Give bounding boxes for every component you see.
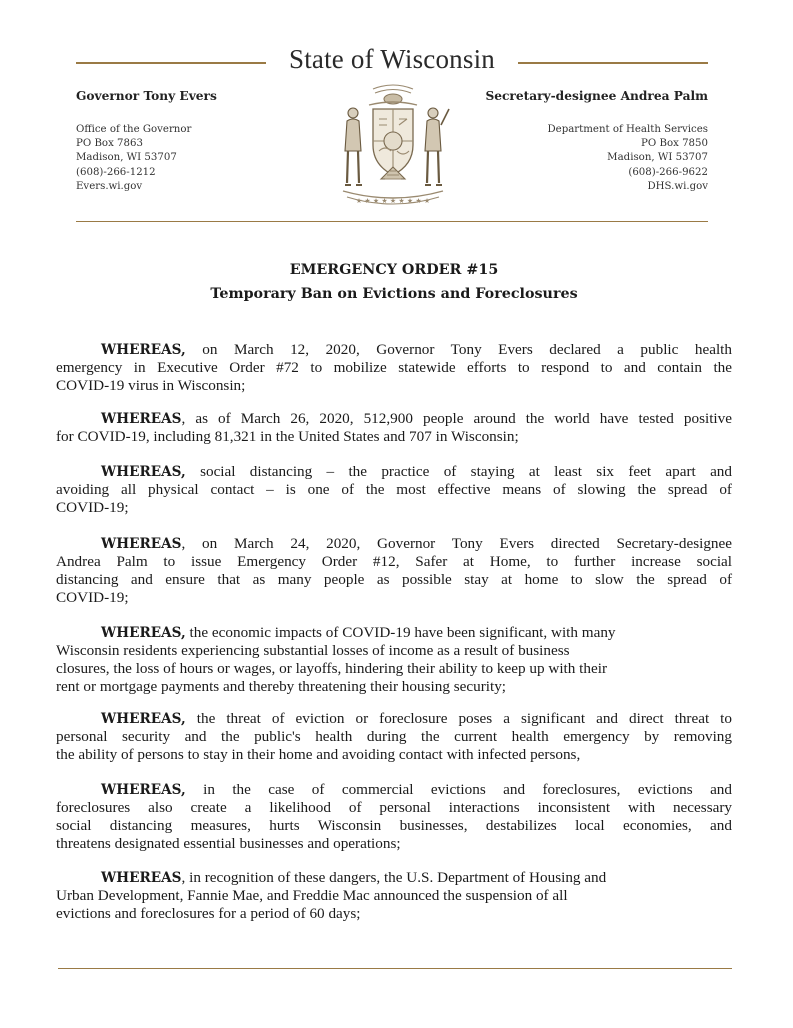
governor-office: Office of the Governor <box>76 124 192 135</box>
whereas-paragraph-2 <box>56 410 732 446</box>
whereas-lead: WHEREAS, <box>101 625 186 641</box>
dhs-department: Department of Health Services <box>547 124 708 135</box>
governor-phone: (608)-266-1212 <box>76 166 156 178</box>
paragraph-line: threatens designated essential businesses and operations; <box>56 835 401 852</box>
paragraph-line: , in recognition of these dangers, the U.S. Department of Housing and <box>181 869 607 886</box>
paragraph-line: distancing and ensure that as many people as possible stay at home to slow the spread of <box>56 571 732 588</box>
governor-name: Governor Tony Evers <box>76 89 217 103</box>
whereas-lead: WHEREAS, <box>101 342 186 358</box>
paragraph-line: closures, the loss of hours or wages, or layoffs, hindering their ability to keep up with their <box>56 660 607 677</box>
secretary-contact-block <box>448 89 708 194</box>
secretary-name: Secretary-designee Andrea Palm <box>485 89 708 103</box>
whereas-paragraph-4 <box>56 535 732 607</box>
paragraph-line: Urban Development, Fannie Mae, and Freddie Mac announced the suspension of all <box>56 887 568 904</box>
paragraph-line: social distancing measures, hurts Wisconsin businesses, destabilizes local economies, and <box>56 817 732 834</box>
governor-contact-block <box>76 89 306 194</box>
whereas-lead: WHEREAS <box>101 870 182 886</box>
wisconsin-state-seal-icon <box>329 79 457 211</box>
paragraph-line: foreclosures also create a likelihood of personal interactions inconsistent with necessary <box>56 799 732 816</box>
header-divider <box>76 221 708 222</box>
paragraph-line: on March 12, 2020, Governor Tony Evers declared a public health <box>185 341 732 358</box>
whereas-paragraph-8 <box>56 869 732 923</box>
paragraph-line: the ability of persons to stay in their home and avoiding contact with infected persons, <box>56 746 581 763</box>
paragraph-line: emergency in Executive Order #72 to mobilize statewide efforts to respond to and contain the <box>56 359 732 376</box>
governor-city: Madison, WI 53707 <box>76 152 177 164</box>
paragraph-line: avoiding all physical contact – is one of the most effective means of slowing the spread of <box>56 481 732 498</box>
whereas-paragraph-5 <box>56 624 732 696</box>
paragraph-line: rent or mortgage payments and thereby threatening their housing security; <box>56 678 507 695</box>
whereas-paragraph-3 <box>56 463 732 517</box>
governor-po-box: PO Box 7863 <box>76 138 143 150</box>
whereas-lead: WHEREAS, <box>101 711 186 727</box>
dhs-city: Madison, WI 53707 <box>607 152 708 164</box>
whereas-paragraph-1 <box>56 341 732 395</box>
paragraph-line: COVID-19; <box>56 589 129 606</box>
paragraph-line: Wisconsin residents experiencing substantial losses of income as a result of business <box>56 642 570 659</box>
whereas-paragraph-7 <box>56 781 732 853</box>
paragraph-line: evictions and foreclosures for a period of 60 days; <box>56 905 361 922</box>
order-subtitle-heading: Temporary Ban on Evictions and Foreclosures <box>210 286 578 302</box>
paragraph-line: Andrea Palm to issue Emergency Order #12, Safer at Home, to further increase social <box>56 553 732 570</box>
whereas-lead: WHEREAS <box>101 536 182 552</box>
paragraph-line: the threat of eviction or foreclosure poses a significant and direct threat to <box>185 710 732 727</box>
letterhead-title-row <box>76 44 708 78</box>
paragraph-line: COVID-19 virus in Wisconsin; <box>56 377 246 394</box>
whereas-lead: WHEREAS <box>101 411 182 427</box>
paragraph-line: social distancing – the practice of staying at least six feet apart and <box>185 463 732 480</box>
paragraph-line: COVID-19; <box>56 499 129 516</box>
paragraph-line: , as of March 26, 2020, 512,900 people around the world have tested positive <box>181 410 732 427</box>
dhs-po-box: PO Box 7850 <box>641 138 708 150</box>
paragraph-line: for COVID-19, including 81,321 in the United States and 707 in Wisconsin; <box>56 428 519 445</box>
paragraph-line: personal security and the public's health during the current health emergency by removing <box>56 728 732 745</box>
state-title: State of Wisconsin <box>76 44 708 75</box>
dhs-website: DHS.wi.gov <box>647 180 708 192</box>
whereas-lead: WHEREAS, <box>101 464 186 480</box>
order-number-heading: EMERGENCY ORDER #15 <box>289 262 499 278</box>
footer-divider <box>58 968 732 969</box>
whereas-lead: WHEREAS, <box>101 782 186 798</box>
paragraph-line: in the case of commercial evictions and foreclosures, evictions and <box>185 781 732 798</box>
paragraph-line: the economic impacts of COVID-19 have been significant, with many <box>185 624 616 641</box>
whereas-paragraph-6 <box>56 710 732 764</box>
dhs-phone: (608)-266-9622 <box>628 166 708 178</box>
paragraph-line: , on March 24, 2020, Governor Tony Evers directed Secretary-designee <box>181 535 732 552</box>
svg-text:★ ★ ★ ★ ★ ★ ★ ★ ★: ★ ★ ★ ★ ★ ★ ★ ★ ★ <box>355 197 431 205</box>
governor-website: Evers.wi.gov <box>76 180 143 192</box>
